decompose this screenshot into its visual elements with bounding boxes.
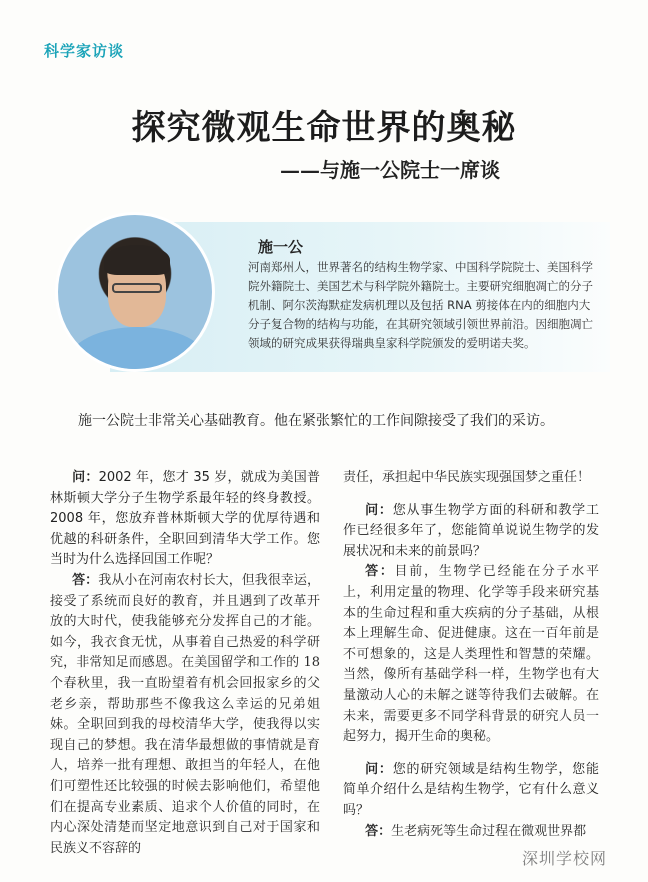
bio-text: 河南郑州人，世界著名的结构生物学家、中国科学院院士、美国科学院外籍院士、美国艺术与科学院外籍院士。主要研究细胞凋亡的分子机制、阿尔茨海默症发病机理以及包括 RNA 剪接体在内的细胞内大分子复合物的结构与功能，在其研究领域引领世界前沿。因细胞凋亡领域的研究成果获得瑞典皇家科学院颁发的爱明诺夫奖。 [248, 260, 593, 350]
portrait-photo [55, 212, 215, 372]
section-tag: 科学家访谈 [44, 42, 125, 60]
bio-name: 施一公 [258, 238, 304, 256]
answer-2: 答：目前，生物学已经能在分子水平上，利用定量的物理、化学等手段来研究基本的生命过程和重大疾病的分子基础，从根本上理解生命、促进健康。这在一百年前是不可想象的，这是人类理性和智慧的荣耀。当然，像所有基础学科一样，生物学也有大量激动人心的未解之谜等待我们去破解。在未来，需要更多不同学科背景的研究人员一起努力，揭开生命的奥秘。 [343, 564, 599, 745]
question-2: 问：您从事生物学方面的科研和教学工作已经很多年了，您能简单说说生物学的发展状况和未来的前景吗？ [343, 502, 599, 559]
intro-text: 施一公院士非常关心基础教育。他在紧张繁忙的工作间隙接受了我们的采访。 [78, 413, 554, 429]
watermark: 深圳学校网 [522, 849, 608, 868]
answer-3: 答：生老病死等生命过程在微观世界都 [365, 823, 587, 839]
article-title: 探究微观生命世界的奥秘 [131, 108, 517, 148]
left-column [50, 468, 320, 859]
question-3: 问：您的研究领域是结构生物学，您能简单介绍什么是结构生物学，它有什么意义吗？ [343, 761, 599, 818]
right-column [343, 468, 599, 842]
question-1: 问：2002 年，您才 35 岁，就成为美国普林斯顿大学分子生物学系最年轻的终身教授。2008 年，您放弃普林斯顿大学的优厚待遇和优越的科研条件，全职回到清华大学工作。您当时为什么选择回国工作呢？ [50, 470, 320, 568]
article-subtitle: ——与施一公院士一席谈 [280, 158, 500, 182]
answer-1-continued: 责任，承担起中华民族实现强国梦之重任！ [343, 470, 591, 485]
answer-1: 答：我从小在河南农村长大，但我很幸运，接受了系统而良好的教育，并且遇到了改革开放的大时代，使我能够充分发挥自己的才能。如今，我衣食无忧，从事着自己热爱的科学研究，非常知足而感恩。在美国留学和工作的 18 个春秋里，我一直盼望着有机会回报家乡的父老乡亲，帮助那些不像我这么幸运的兄弟姐妹。全职回到我的母校清华大学，使我得以实现自己的梦想。我在清华最想做的事情就是育人，培养一批有理想、敢担当的年轻人，在他们可塑性还比较强的时候去影响他们，希望他们在提高专业素质、追求个人价值的同时，在内心深处清楚而坚定地意识到自己对于国家和民族义不容辞的 [50, 572, 320, 856]
